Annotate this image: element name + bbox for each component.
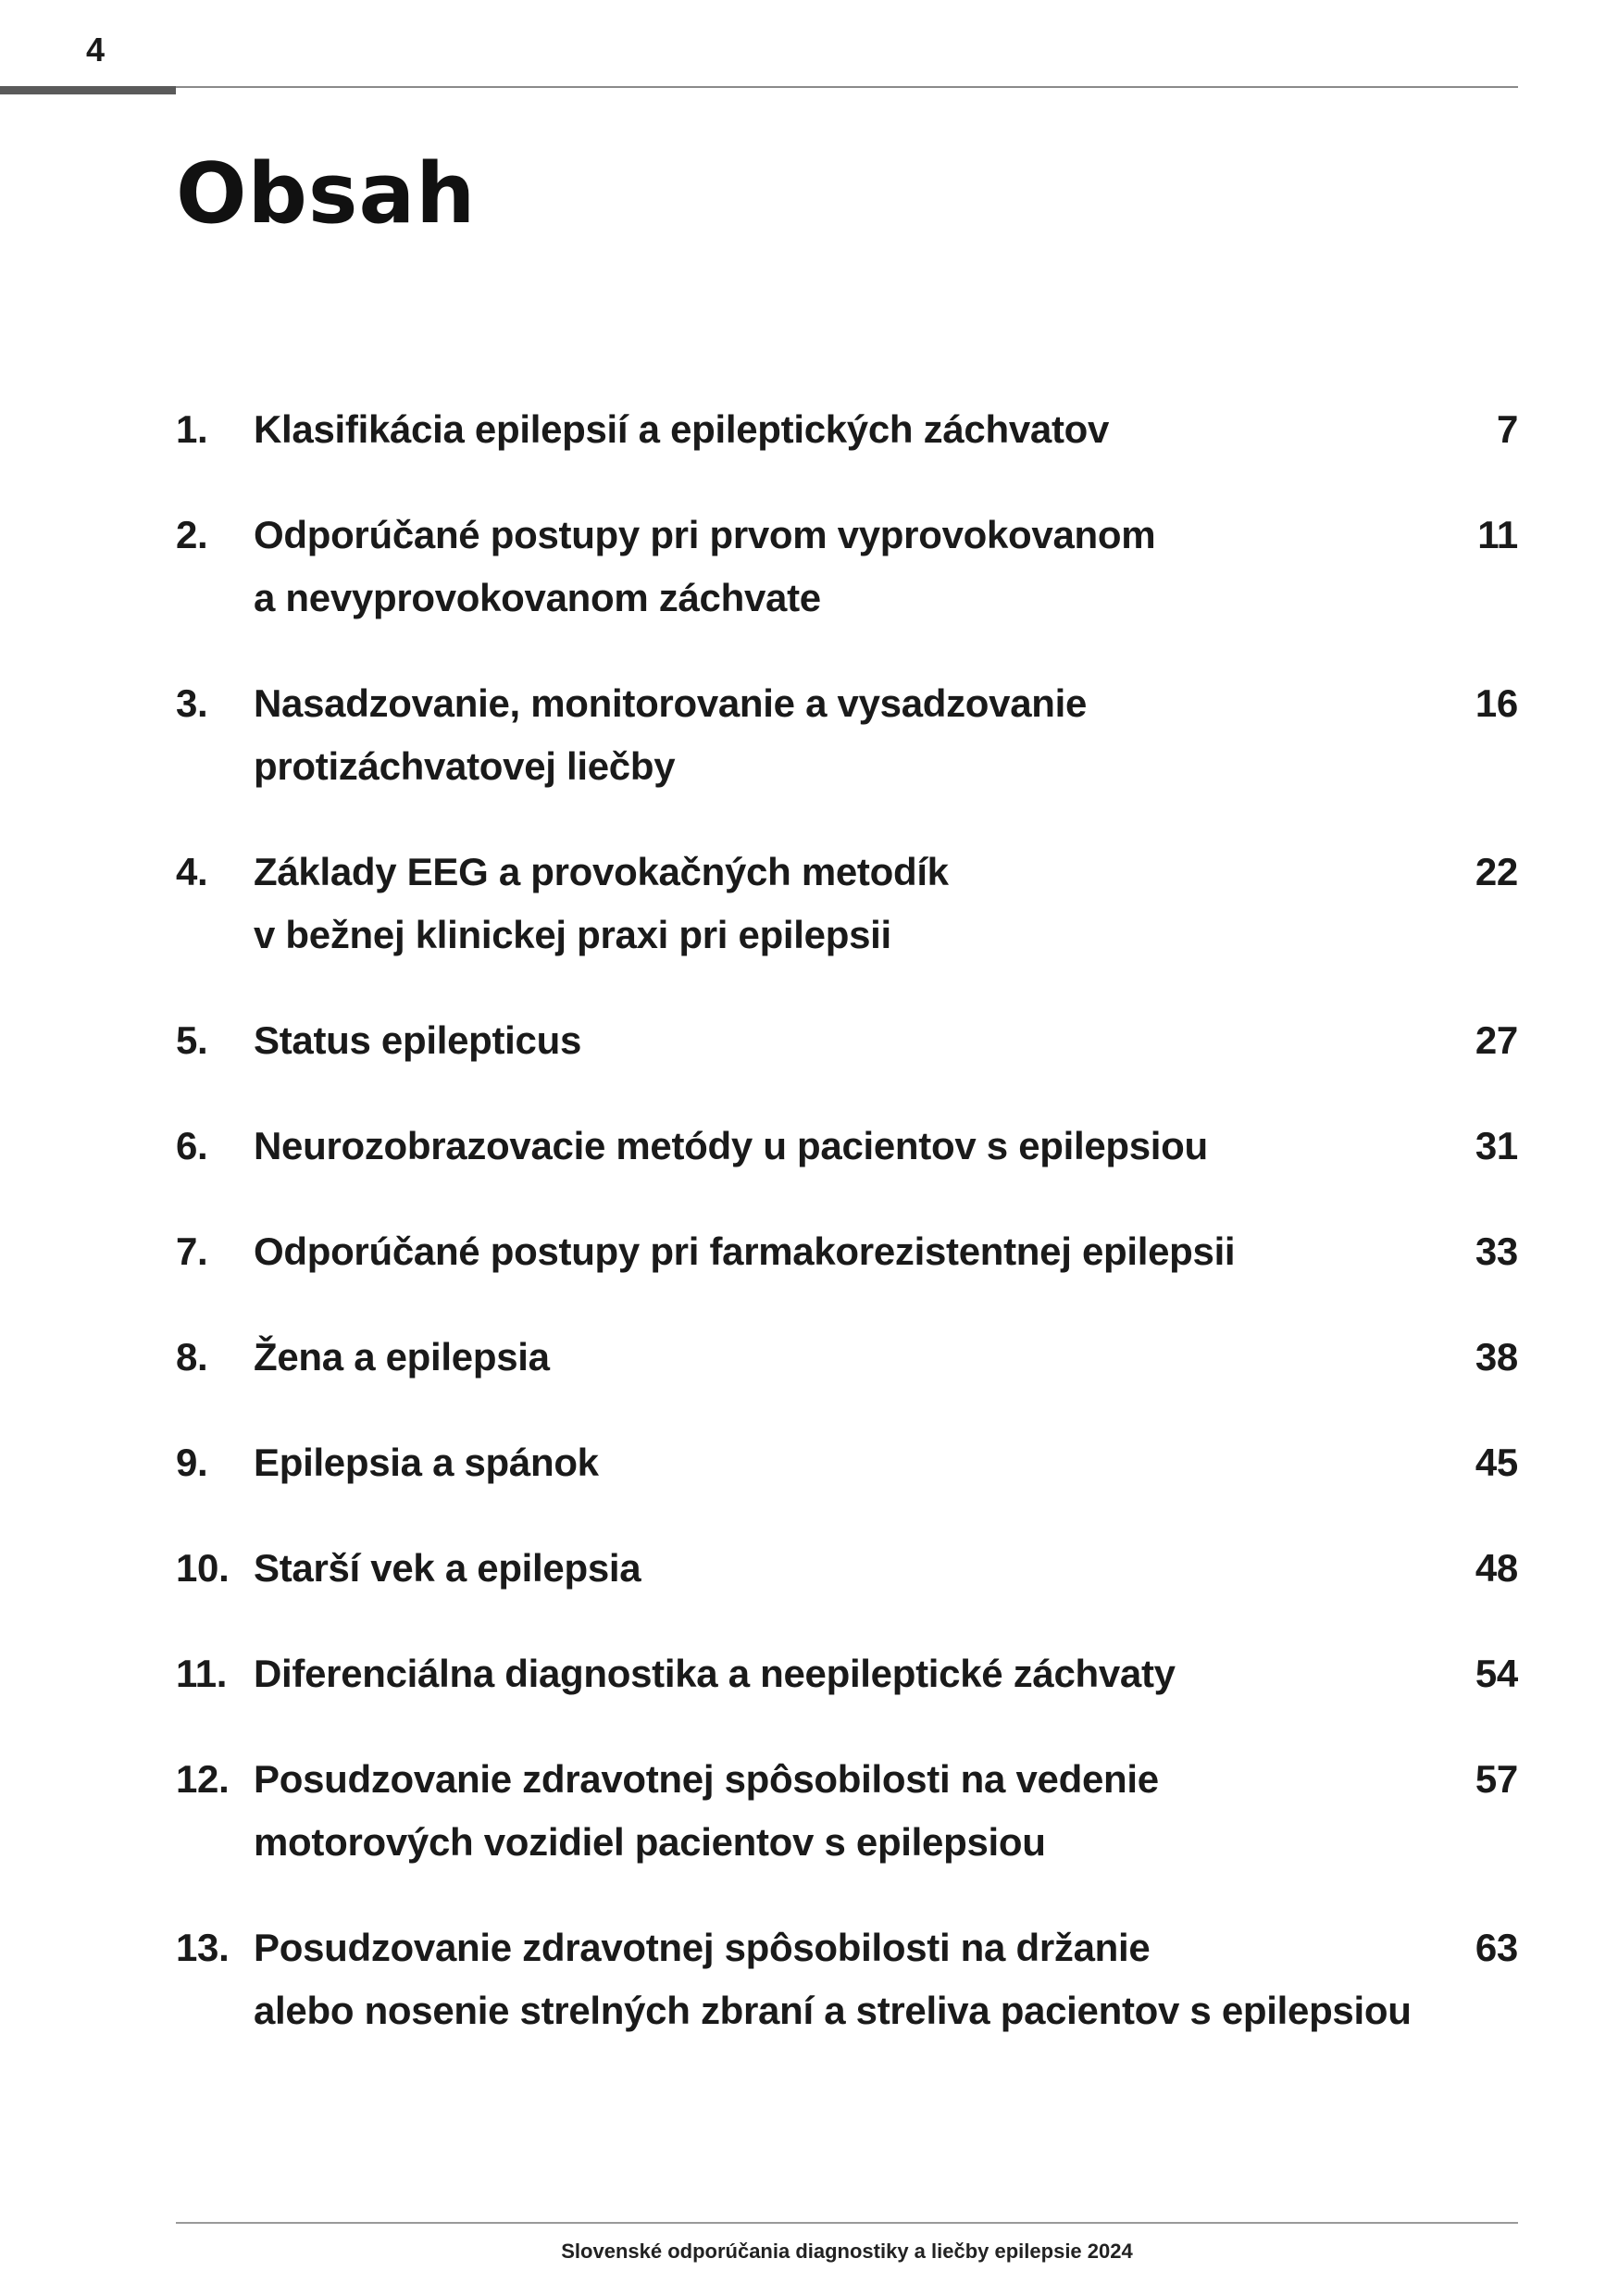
toc-entry-title: Posudzovanie zdravotnej spôsobilosti na vedenie motorových vozidiel pacientov s epilepsiou <box>254 1757 1159 1864</box>
toc-entry[interactable] <box>176 1220 1518 1283</box>
page-number: 4 <box>86 31 106 69</box>
toc-entry-title: Základy EEG a provokačných metodík v bežnej klinickej praxi pri epilepsii <box>254 850 949 956</box>
toc-entry-number: 10. <box>176 1546 230 1590</box>
toc-entry-title: Odporúčané postupy pri prvom vyprovokovanom a nevyprovokovanom záchvate <box>254 513 1156 619</box>
toc-entry-number: 1. <box>176 407 208 451</box>
toc-entry-page: 38 <box>1475 1335 1518 1379</box>
toc-entry-number: 6. <box>176 1124 208 1167</box>
toc-entry-page: 57 <box>1475 1757 1518 1801</box>
toc-entry-title: Odporúčané postupy pri farmakorezistentnej epilepsii <box>254 1229 1236 1273</box>
toc-entry-page: 22 <box>1475 850 1518 893</box>
toc-entry[interactable] <box>176 1115 1518 1178</box>
toc-entry-number: 4. <box>176 850 208 893</box>
toc-entry-number: 12. <box>176 1757 230 1801</box>
toc-entry-page: 33 <box>1475 1229 1518 1273</box>
toc-entry-page: 7 <box>1496 407 1518 451</box>
toc-entry-number: 9. <box>176 1441 208 1484</box>
toc-entry-title: Žena a epilepsia <box>254 1335 550 1379</box>
toc-entry[interactable] <box>176 504 1518 630</box>
toc-entry-number: 5. <box>176 1018 208 1062</box>
toc-entry[interactable] <box>176 841 1518 967</box>
toc-entry-number: 7. <box>176 1229 208 1273</box>
toc-entry-page: 63 <box>1475 1926 1518 1969</box>
toc-entry-title: Epilepsia a spánok <box>254 1441 599 1484</box>
page-title: Obsah <box>176 145 477 243</box>
toc-entry[interactable] <box>176 1537 1518 1600</box>
toc-entry[interactable] <box>176 1916 1518 2042</box>
toc-entry[interactable] <box>176 1431 1518 1494</box>
running-footer: Slovenské odporúčania diagnostiky a liečby epilepsie 2024 <box>561 2240 1133 2263</box>
toc-entry-title: Status epilepticus <box>254 1018 582 1062</box>
toc-entry-title: Neurozobrazovacie metódy u pacientov s epilepsiou <box>254 1124 1208 1167</box>
toc-entry-title: Starší vek a epilepsia <box>254 1546 641 1590</box>
toc-entry-number: 8. <box>176 1335 208 1379</box>
toc-entry-page: 16 <box>1475 681 1518 725</box>
toc-entry[interactable] <box>176 1009 1518 1072</box>
toc-entry-page: 54 <box>1475 1652 1518 1695</box>
toc-entry-title: Posudzovanie zdravotnej spôsobilosti na držanie alebo nosenie strelných zbraní a streliva pacientov s epilepsiou <box>254 1926 1412 2032</box>
toc-entry-page: 11 <box>1477 513 1518 556</box>
toc-entry-title: Diferenciálna diagnostika a neepileptické záchvaty <box>254 1652 1176 1695</box>
toc-entry-page: 45 <box>1475 1441 1518 1484</box>
toc-entry-number: 3. <box>176 681 208 725</box>
toc-entry-number: 11. <box>176 1652 228 1695</box>
toc-entry-title: Nasadzovanie, monitorovanie a vysadzovanie protizáchvatovej liečby <box>254 681 1088 788</box>
header-rule-accent <box>0 86 176 94</box>
toc-entry[interactable] <box>176 672 1518 798</box>
toc-entry-page: 27 <box>1475 1018 1518 1062</box>
toc-entry-title: Klasifikácia epilepsií a epileptických záchvatov <box>254 407 1110 451</box>
toc-entry-page: 31 <box>1475 1124 1518 1167</box>
toc-entry[interactable] <box>176 1326 1518 1389</box>
footer-rule <box>176 2222 1518 2224</box>
toc-entry-number: 2. <box>176 513 208 556</box>
toc-entry[interactable] <box>176 1748 1518 1874</box>
toc-entry-number: 13. <box>176 1926 230 1969</box>
table-of-contents <box>176 398 1518 2085</box>
toc-entry[interactable] <box>176 1642 1518 1705</box>
toc-entry[interactable] <box>176 398 1518 461</box>
toc-entry-page: 48 <box>1475 1546 1518 1590</box>
header-rule <box>0 86 1518 88</box>
